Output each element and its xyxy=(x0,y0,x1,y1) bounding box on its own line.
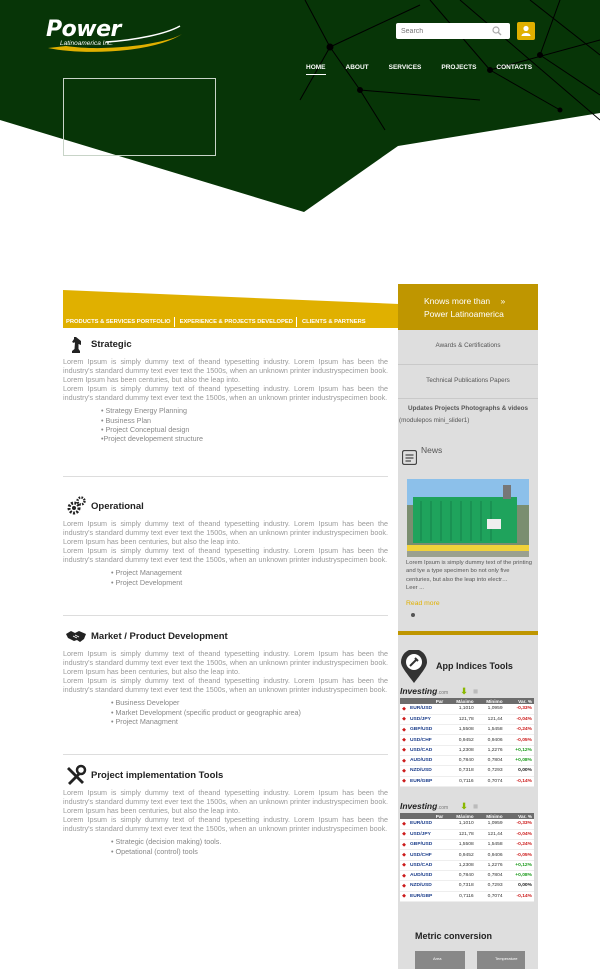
var-cell: -0,04% xyxy=(505,829,534,839)
max-cell: 121,78 xyxy=(445,714,475,724)
pair-cell[interactable]: NZD/USD xyxy=(408,766,445,776)
metric-area-button[interactable] xyxy=(415,951,465,969)
max-cell: 0,7840 xyxy=(445,870,475,880)
tab-experience-projects[interactable]: EXPERIENCE & PROJECTS DEVELOPED xyxy=(177,317,297,327)
settings-icon[interactable]: ■ xyxy=(473,686,479,696)
sidebar xyxy=(398,284,538,969)
section-paragraph: Lorem Ipsum is simply dummy text of theand typesetting industry. Lorem Ipsum has been the industry's standard dummy text ever text the 1500s, when an unknown printer industryspecimen book. Lorem Ipsum has been centuries, but also the leap into. xyxy=(63,788,388,816)
down-arrow-icon: ◆ xyxy=(400,829,408,839)
table-row[interactable] xyxy=(400,891,534,901)
col-header: Máximo xyxy=(445,698,475,704)
list-item: • Opetational (control) tools xyxy=(111,846,198,856)
quotes-table xyxy=(400,698,534,787)
pair-cell[interactable]: GBP/USD xyxy=(408,840,445,850)
user-login-button[interactable] xyxy=(517,22,535,40)
sidebar-link-publications[interactable]: Technical Publications Papers xyxy=(426,377,510,384)
max-cell: 121,78 xyxy=(445,829,475,839)
list-item: • Market Development (specific product or geographic area) xyxy=(111,707,301,717)
table-row[interactable] xyxy=(400,829,534,839)
max-cell: 1,2308 xyxy=(445,745,475,755)
list-item: •Project developement structure xyxy=(101,434,203,444)
down-arrow-icon: ◆ xyxy=(400,755,408,765)
down-arrow-icon: ◆ xyxy=(400,819,408,829)
pair-cell[interactable]: GBP/USD xyxy=(408,725,445,735)
pair-cell[interactable]: AUD/USD xyxy=(408,755,445,765)
news-excerpt-text: Lorem Ipsum is simply dummy text of the printing and tye a type specimen bo not only five centuries, but also the leap into electr… xyxy=(406,560,532,583)
section-implementation-tools xyxy=(63,766,388,856)
gold-divider xyxy=(398,631,538,635)
var-cell: +0,08% xyxy=(505,755,534,765)
brand-logo[interactable] xyxy=(46,18,186,54)
table-row[interactable] xyxy=(400,755,534,765)
pair-cell[interactable]: NZD/USD xyxy=(408,881,445,891)
pair-cell[interactable]: USD/JPY xyxy=(408,829,445,839)
investing-brand: Investing xyxy=(400,686,438,696)
down-arrow-icon: ◆ xyxy=(400,735,408,745)
down-arrow-icon: ◆ xyxy=(400,725,408,735)
section-title: Operational xyxy=(91,501,144,512)
sidebar-divider xyxy=(398,398,538,399)
pair-cell[interactable]: AUD/USD xyxy=(408,870,445,880)
var-cell: -0,24% xyxy=(505,725,534,735)
quotes-table xyxy=(400,813,534,902)
max-cell: 1,5508 xyxy=(445,725,475,735)
max-cell: 0,9452 xyxy=(445,850,475,860)
max-cell: 0,7318 xyxy=(445,881,475,891)
down-arrow-icon: ◆ xyxy=(400,745,408,755)
search-icon[interactable] xyxy=(492,26,502,36)
list-item: • Strategic (decision making) tools. xyxy=(111,837,222,847)
down-arrow-icon: ◆ xyxy=(400,860,408,870)
section-paragraph: Lorem Ipsum is simply dummy text of theand typesetting industry. Lorem Ipsum has been the industry's standard dummy text ever text the 1500s, when an unknown printer industryspecimen book. xyxy=(63,384,388,403)
news-excerpt xyxy=(406,559,532,593)
var-cell: -0,04% xyxy=(505,714,534,724)
down-arrow-icon: ◆ xyxy=(400,766,408,776)
nav-projects[interactable]: PROJECTS xyxy=(441,64,477,71)
min-cell: 121,44 xyxy=(476,714,505,724)
news-heading: News xyxy=(421,445,443,455)
news-leer-link[interactable]: Leer ... xyxy=(406,585,425,592)
table-row[interactable] xyxy=(400,704,534,714)
divider xyxy=(63,476,388,477)
table-row[interactable] xyxy=(400,850,534,860)
down-arrow-icon: ◆ xyxy=(400,704,408,714)
investing-widget xyxy=(400,687,534,787)
slider-dot[interactable] xyxy=(411,613,415,617)
app-indices-title: App Indices Tools xyxy=(436,661,513,671)
table-row[interactable] xyxy=(400,745,534,755)
chevron-right-icon: » xyxy=(500,296,506,306)
pair-cell[interactable]: EUR/USD xyxy=(408,819,445,829)
var-cell: -0,33% xyxy=(505,819,534,829)
table-row[interactable] xyxy=(400,735,534,745)
hero-banner xyxy=(0,0,600,215)
pair-cell[interactable]: EUR/USD xyxy=(408,704,445,714)
min-cell: 1,2276 xyxy=(476,745,505,755)
section-paragraph: Lorem Ipsum is simply dummy text of theand typesetting industry. Lorem Ipsum has been the industry's standard dummy text ever text the 1500s, when an unknown printer industryspecimen book. xyxy=(63,546,388,565)
table-row[interactable] xyxy=(400,819,534,829)
down-arrow-icon: ◆ xyxy=(400,714,408,724)
download-arrow-icon[interactable]: ⬇ xyxy=(460,801,468,811)
read-more-link[interactable]: Read more xyxy=(406,600,440,607)
col-header: Par xyxy=(400,698,445,704)
nav-home[interactable]: HOME xyxy=(306,64,326,75)
portfolio-tabs xyxy=(63,316,399,328)
max-cell: 0,7116 xyxy=(445,776,475,786)
section-paragraph: Lorem Ipsum is simply dummy text of theand typesetting industry. Lorem Ipsum has been the industry's standard dummy text ever text the 1500s, when an unknown printer industryspecimen book. xyxy=(63,815,388,834)
max-cell: 1,5508 xyxy=(445,840,475,850)
col-header: Var. % xyxy=(505,813,534,819)
down-arrow-icon: ◆ xyxy=(400,850,408,860)
max-cell: 0,9452 xyxy=(445,735,475,745)
section-list xyxy=(111,568,388,586)
list-item: • Business Developer xyxy=(111,698,180,708)
hero-slide-frame xyxy=(63,78,216,156)
investing-brand: Investing xyxy=(400,801,438,811)
section-title: Strategic xyxy=(91,339,132,350)
min-cell: 0,9406 xyxy=(476,850,505,860)
min-cell: 1,0959 xyxy=(476,704,505,714)
nav-about[interactable]: ABOUT xyxy=(345,64,369,71)
divider xyxy=(63,754,388,755)
section-paragraph: Lorem Ipsum is simply dummy text of theand typesetting industry. Lorem Ipsum has been the industry's standard dummy text ever text the 1500s, when an unknown printer industryspecimen book. Lorem Ipsum has been centuries, but also the leap into. xyxy=(63,357,388,385)
knows-more-link[interactable] xyxy=(398,284,538,330)
var-cell: -0,33% xyxy=(505,704,534,714)
cta-line-2: Power Latinoamerica xyxy=(424,309,504,319)
tab-products-services[interactable]: PRODUCTS & SERVICES PORTFOLIO xyxy=(63,317,175,327)
col-header: Mínimo xyxy=(476,813,505,819)
col-header: Var. % xyxy=(505,698,534,704)
module-note: (modulepos mini_slider1) xyxy=(399,417,470,424)
var-cell: +0,08% xyxy=(505,870,534,880)
min-cell: 1,0959 xyxy=(476,819,505,829)
metric-button-label: Area xyxy=(433,956,442,961)
pair-cell[interactable]: EUR/GBP xyxy=(408,891,445,901)
tab-clients-partners[interactable]: CLIENTS & PARTNERS xyxy=(301,319,366,325)
min-cell: 121,44 xyxy=(476,829,505,839)
down-arrow-icon: ◆ xyxy=(400,776,408,786)
var-cell: +0,12% xyxy=(505,745,534,755)
var-cell: -0,05% xyxy=(505,850,534,860)
tools-icon xyxy=(65,764,87,786)
handshake-icon xyxy=(65,625,87,647)
min-cell: 0,7804 xyxy=(476,755,505,765)
gears-icon xyxy=(65,495,87,517)
table-row[interactable] xyxy=(400,714,534,724)
max-cell: 1,1010 xyxy=(445,704,475,714)
metric-temperature-button[interactable] xyxy=(477,951,525,969)
nav-contacts[interactable]: CONTACTS xyxy=(496,64,533,71)
logo-tagline: Latinoamerica Inc. xyxy=(60,40,114,47)
section-title: Market / Product Development xyxy=(91,631,228,642)
max-cell: 1,2308 xyxy=(445,860,475,870)
divider xyxy=(63,615,388,616)
pair-cell[interactable]: USD/CAD xyxy=(408,860,445,870)
section-list xyxy=(111,837,388,855)
min-cell: 1,5458 xyxy=(476,840,505,850)
investing-logo[interactable] xyxy=(400,687,534,696)
table-row[interactable] xyxy=(400,860,534,870)
table-row[interactable] xyxy=(400,766,534,776)
sidebar-divider xyxy=(398,364,538,365)
col-header: Par xyxy=(400,813,445,819)
list-item: • Project Conceptual design xyxy=(101,424,190,434)
investing-widget xyxy=(400,802,534,902)
var-cell: +0,12% xyxy=(505,860,534,870)
list-item: • Project Managment xyxy=(111,716,178,726)
down-arrow-icon: ◆ xyxy=(400,840,408,850)
logo-wordmark: Power xyxy=(46,17,121,42)
list-item: • Project Development xyxy=(111,577,183,587)
var-cell: -0,14% xyxy=(505,776,534,786)
table-row[interactable] xyxy=(400,840,534,850)
max-cell: 0,7318 xyxy=(445,766,475,776)
section-paragraph: Lorem Ipsum is simply dummy text of theand typesetting industry. Lorem Ipsum has been the industry's standard dummy text ever text the 1500s, when an unknown printer industryspecimen book. xyxy=(63,676,388,695)
download-arrow-icon[interactable]: ⬇ xyxy=(460,686,468,696)
var-cell: 0,00% xyxy=(505,881,534,891)
col-header: Mínimo xyxy=(476,698,505,704)
news-image[interactable] xyxy=(407,479,529,557)
main-nav xyxy=(306,64,552,75)
metric-conversion-title: Metric conversion xyxy=(415,931,493,941)
list-item: • Strategy Energy Planning xyxy=(101,406,188,416)
settings-icon[interactable]: ■ xyxy=(473,801,479,811)
section-strategic xyxy=(63,335,388,443)
min-cell: 0,7074 xyxy=(476,776,505,786)
max-cell: 0,7116 xyxy=(445,891,475,901)
min-cell: 0,7804 xyxy=(476,870,505,880)
table-row[interactable] xyxy=(400,881,534,891)
list-item: • Business Plan xyxy=(101,415,152,425)
down-arrow-icon: ◆ xyxy=(400,870,408,880)
max-cell: 0,7840 xyxy=(445,755,475,765)
table-row[interactable] xyxy=(400,725,534,735)
var-cell: -0,24% xyxy=(505,840,534,850)
list-item: • Project Management xyxy=(111,568,182,578)
table-row[interactable] xyxy=(400,870,534,880)
pair-cell[interactable]: USD/CAD xyxy=(408,745,445,755)
section-list xyxy=(101,406,388,443)
pair-cell[interactable]: USD/CHF xyxy=(408,850,445,860)
section-paragraph: Lorem Ipsum is simply dummy text of theand typesetting industry. Lorem Ipsum has been the industry's standard dummy text ever text the 1500s, when an unknown printer industryspecimen book. Lorem Ipsum has been centuries, but also the leap into. xyxy=(63,649,388,677)
pair-cell[interactable]: USD/JPY xyxy=(408,714,445,724)
min-cell: 1,5458 xyxy=(476,725,505,735)
nav-services[interactable]: SERVICES xyxy=(388,64,422,71)
map-pin-tools-icon xyxy=(400,650,428,684)
news-icon xyxy=(402,450,417,465)
min-cell: 0,7293 xyxy=(476,766,505,776)
investing-brand-suffix: .com xyxy=(437,690,449,696)
table-row[interactable] xyxy=(400,776,534,786)
sidebar-link-awards[interactable]: Awards & Certifications xyxy=(435,342,501,349)
cta-line-1: Knows more than xyxy=(424,296,491,306)
section-market-product xyxy=(63,627,388,726)
min-cell: 1,2276 xyxy=(476,860,505,870)
section-paragraph: Lorem Ipsum is simply dummy text of theand typesetting industry. Lorem Ipsum has been the industry's standard dummy text ever text the 1500s, when an unknown printer industryspecimen book. Lorem Ipsum has been centuries, but also the leap into. xyxy=(63,519,388,547)
pair-cell[interactable]: EUR/GBP xyxy=(408,776,445,786)
investing-brand-suffix: .com xyxy=(437,805,449,811)
sidebar-link-updates[interactable]: Updates Projects Photographs & videos xyxy=(407,405,529,412)
pair-cell[interactable]: USD/CHF xyxy=(408,735,445,745)
down-arrow-icon: ◆ xyxy=(400,891,408,901)
min-cell: 0,9406 xyxy=(476,735,505,745)
news-photo xyxy=(407,479,529,557)
investing-logo[interactable] xyxy=(400,802,534,811)
var-cell: 0,00% xyxy=(505,766,534,776)
section-list xyxy=(111,698,388,726)
section-operational xyxy=(63,497,388,587)
down-arrow-icon: ◆ xyxy=(400,881,408,891)
var-cell: -0,14% xyxy=(505,891,534,901)
col-header: Máximo xyxy=(445,813,475,819)
user-icon xyxy=(517,22,535,40)
max-cell: 1,1010 xyxy=(445,819,475,829)
chess-knight-icon xyxy=(65,333,87,355)
section-title: Project implementation Tools xyxy=(91,770,224,781)
min-cell: 0,7074 xyxy=(476,891,505,901)
min-cell: 0,7293 xyxy=(476,881,505,891)
metric-button-label: Temperature xyxy=(495,956,518,961)
var-cell: -0,05% xyxy=(505,735,534,745)
